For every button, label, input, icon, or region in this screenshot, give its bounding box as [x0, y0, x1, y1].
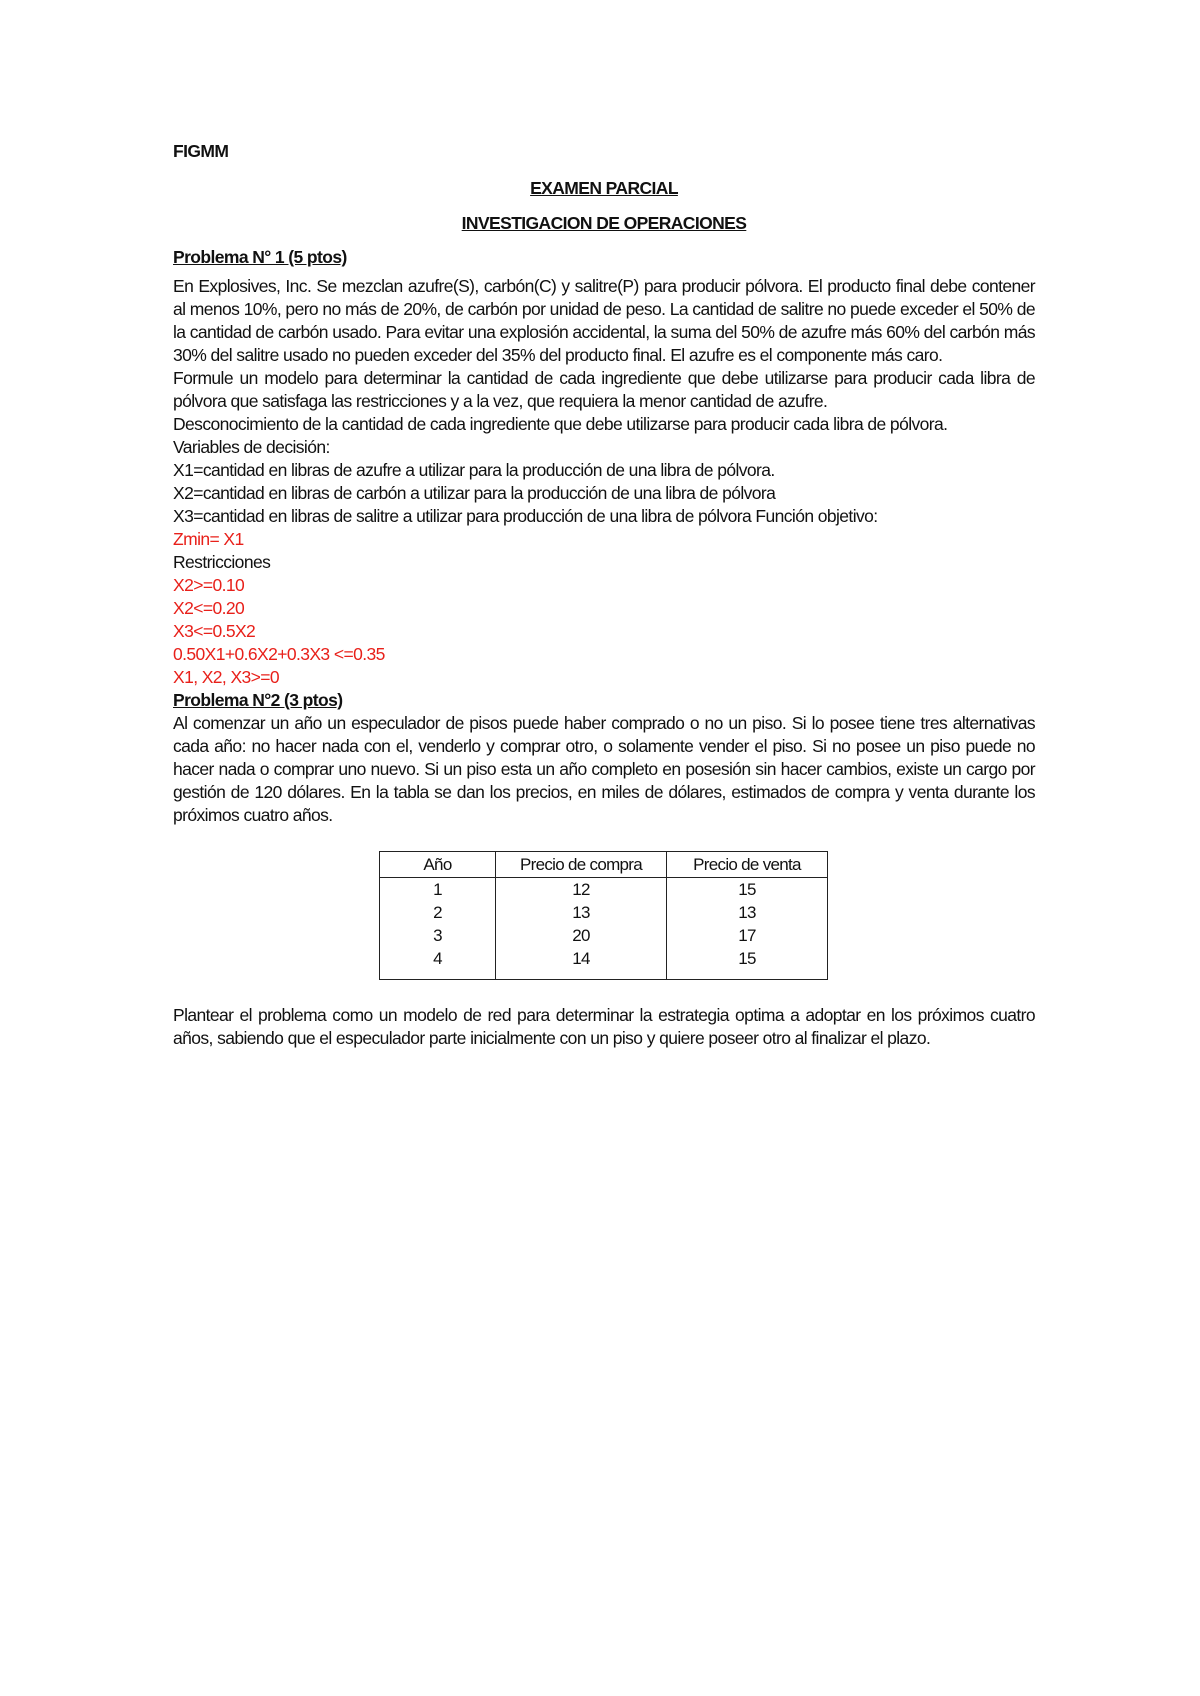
table-cell: 12 [496, 878, 667, 902]
course-title: INVESTIGACION DE OPERACIONES [461, 213, 747, 233]
table-cell: 3 [380, 924, 496, 947]
table-cell: 14 [496, 947, 667, 980]
table-cell: 15 [667, 947, 828, 980]
table-cell: 4 [380, 947, 496, 980]
table-header-row [380, 852, 828, 878]
exam-title: EXAMEN PARCIAL [530, 178, 678, 198]
problem1-statement: En Explosives, Inc. Se mezclan azufre(S), carbón(C) y salitre(P) para producir pólvora. El producto final debe contener al menos 10%, pero no más de 20%, de carbón por unidad de peso. La cantidad de salitre no puede exceder el 50% de la cantidad de carbón usado. Para evitar una explosión accidental, la suma del 50% de azufre más 60% del carbón más 30% del salitre usado no pueden exceder del 35% del producto final. El azufre es el componente más caro. [173, 276, 1035, 365]
column-header-year: Año [380, 852, 496, 878]
constraint-1: X2>=0.10 [173, 575, 245, 595]
table-row [380, 947, 828, 980]
problem2-question: Plantear el problema como un modelo de red para determinar la estrategia optima a adoptar en los próximos cuatro años, sabiendo que el especulador parte inicialmente con un piso y quiere poseer otro al finalizar el plazo. [173, 1005, 1035, 1048]
table-cell: 13 [496, 901, 667, 924]
objective-function: Zmin= X1 [173, 529, 244, 549]
column-header-buy-price: Precio de compra [496, 852, 667, 878]
table-cell: 17 [667, 924, 828, 947]
problem1-unknown: Desconocimiento de la cantidad de cada ingrediente que debe utilizarse para producir cada libra de pólvora. [173, 414, 948, 434]
constraint-5: X1, X2, X3>=0 [173, 667, 280, 687]
constraint-2: X2<=0.20 [173, 598, 245, 618]
column-header-sell-price: Precio de venta [667, 852, 828, 878]
variables-label: Variables de decisión: [173, 437, 330, 457]
variable-x1: X1=cantidad en libras de azufre a utilizar para la producción de una libra de pólvora. [173, 460, 775, 480]
price-table [379, 851, 828, 980]
table-cell: 15 [667, 878, 828, 902]
restrictions-label: Restricciones [173, 552, 271, 572]
variable-x2: X2=cantidad en libras de carbón a utilizar para la producción de una libra de pólvora [173, 483, 776, 503]
constraint-4: 0.50X1+0.6X2+0.3X3 <=0.35 [173, 644, 385, 664]
table-row [380, 901, 828, 924]
problem2-title: Problema N°2 (3 ptos) [173, 690, 343, 710]
problem1-instruction: Formule un modelo para determinar la cantidad de cada ingrediente que debe utilizarse para producir cada libra de pólvora que satisfaga las restricciones y a la vez, que requiera la menor cantidad de azufre. [173, 368, 1035, 411]
problem1-title: Problema N° 1 (5 ptos) [173, 247, 347, 267]
table-row [380, 924, 828, 947]
exam-page [173, 140, 1035, 1050]
school-name: FIGMM [173, 141, 229, 161]
table-cell: 20 [496, 924, 667, 947]
constraint-3: X3<=0.5X2 [173, 621, 256, 641]
table-cell: 1 [380, 878, 496, 902]
problem2-statement: Al comenzar un año un especulador de pisos puede haber comprado o no un piso. Si lo posee tiene tres alternativas cada año: no hacer nada con el, venderlo y comprar otro, o solamente vender el piso. Si no posee un piso puede no hacer nada o comprar uno nuevo. Si un piso esta un año completo en posesión sin hacer cambios, existe un cargo por gestión de 120 dólares. En la tabla se dan los precios, en miles de dólares, estimados de compra y venta durante los próximos cuatro años. [173, 713, 1035, 825]
table-cell: 2 [380, 901, 496, 924]
table-row [380, 878, 828, 902]
variable-x3: X3=cantidad en libras de salitre a utilizar para producción de una libra de pólvora Función objetivo: [173, 506, 878, 526]
table-cell: 13 [667, 901, 828, 924]
